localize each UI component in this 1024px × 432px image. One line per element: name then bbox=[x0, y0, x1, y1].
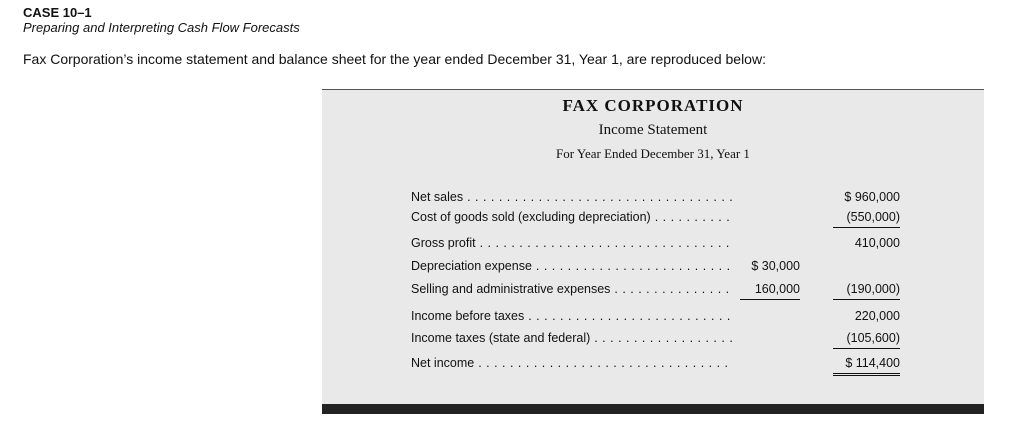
case-subtitle: Preparing and Interpreting Cash Flow Forecasts bbox=[23, 20, 300, 35]
row-subamount: 160,000 bbox=[740, 279, 800, 300]
row-cogs bbox=[322, 207, 984, 227]
panel-bottom-rule bbox=[322, 404, 984, 414]
row-label: Depreciation expense . . . bbox=[411, 256, 733, 276]
row-gross-profit bbox=[322, 233, 984, 253]
row-net-sales bbox=[322, 187, 984, 207]
statement-title: Income Statement bbox=[598, 122, 708, 138]
row-amount: 410,000 bbox=[854, 236, 900, 250]
row-selling-admin bbox=[322, 279, 984, 299]
row-depreciation bbox=[322, 256, 984, 276]
row-subamount: $ 30,000 bbox=[751, 259, 800, 273]
row-amount: (190,000) bbox=[833, 279, 900, 300]
row-net-income bbox=[322, 353, 984, 373]
row-label: Net income . . . bbox=[411, 353, 733, 373]
row-label: Income before taxes . . . bbox=[411, 306, 733, 326]
row-amount: 220,000 bbox=[854, 309, 900, 323]
row-income-before-taxes bbox=[322, 306, 984, 326]
row-amount: (550,000) bbox=[833, 207, 900, 228]
row-income-taxes bbox=[322, 328, 984, 348]
statement-period: For Year Ended December 31, Year 1 bbox=[556, 146, 750, 161]
case-title: CASE 10–1 bbox=[23, 5, 92, 20]
intro-text: Fax Corporation’s income statement and balance sheet for the year ended December 31, Year 1, are reproduced below: bbox=[23, 51, 766, 67]
row-label: Cost of goods sold (excluding depreciation) . . . bbox=[411, 207, 733, 227]
row-amount: (105,600) bbox=[833, 328, 900, 349]
row-amount: $ 960,000 bbox=[844, 190, 900, 204]
row-label: Income taxes (state and federal) . . . bbox=[411, 328, 733, 348]
row-label: Selling and administrative expenses . . . bbox=[411, 279, 733, 299]
row-label: Gross profit . . . bbox=[411, 233, 733, 253]
income-statement-panel bbox=[322, 89, 984, 413]
row-amount: $ 114,400 bbox=[833, 353, 900, 376]
company-name: FAX CORPORATION bbox=[562, 96, 744, 115]
row-label: Net sales . . . bbox=[411, 187, 733, 207]
